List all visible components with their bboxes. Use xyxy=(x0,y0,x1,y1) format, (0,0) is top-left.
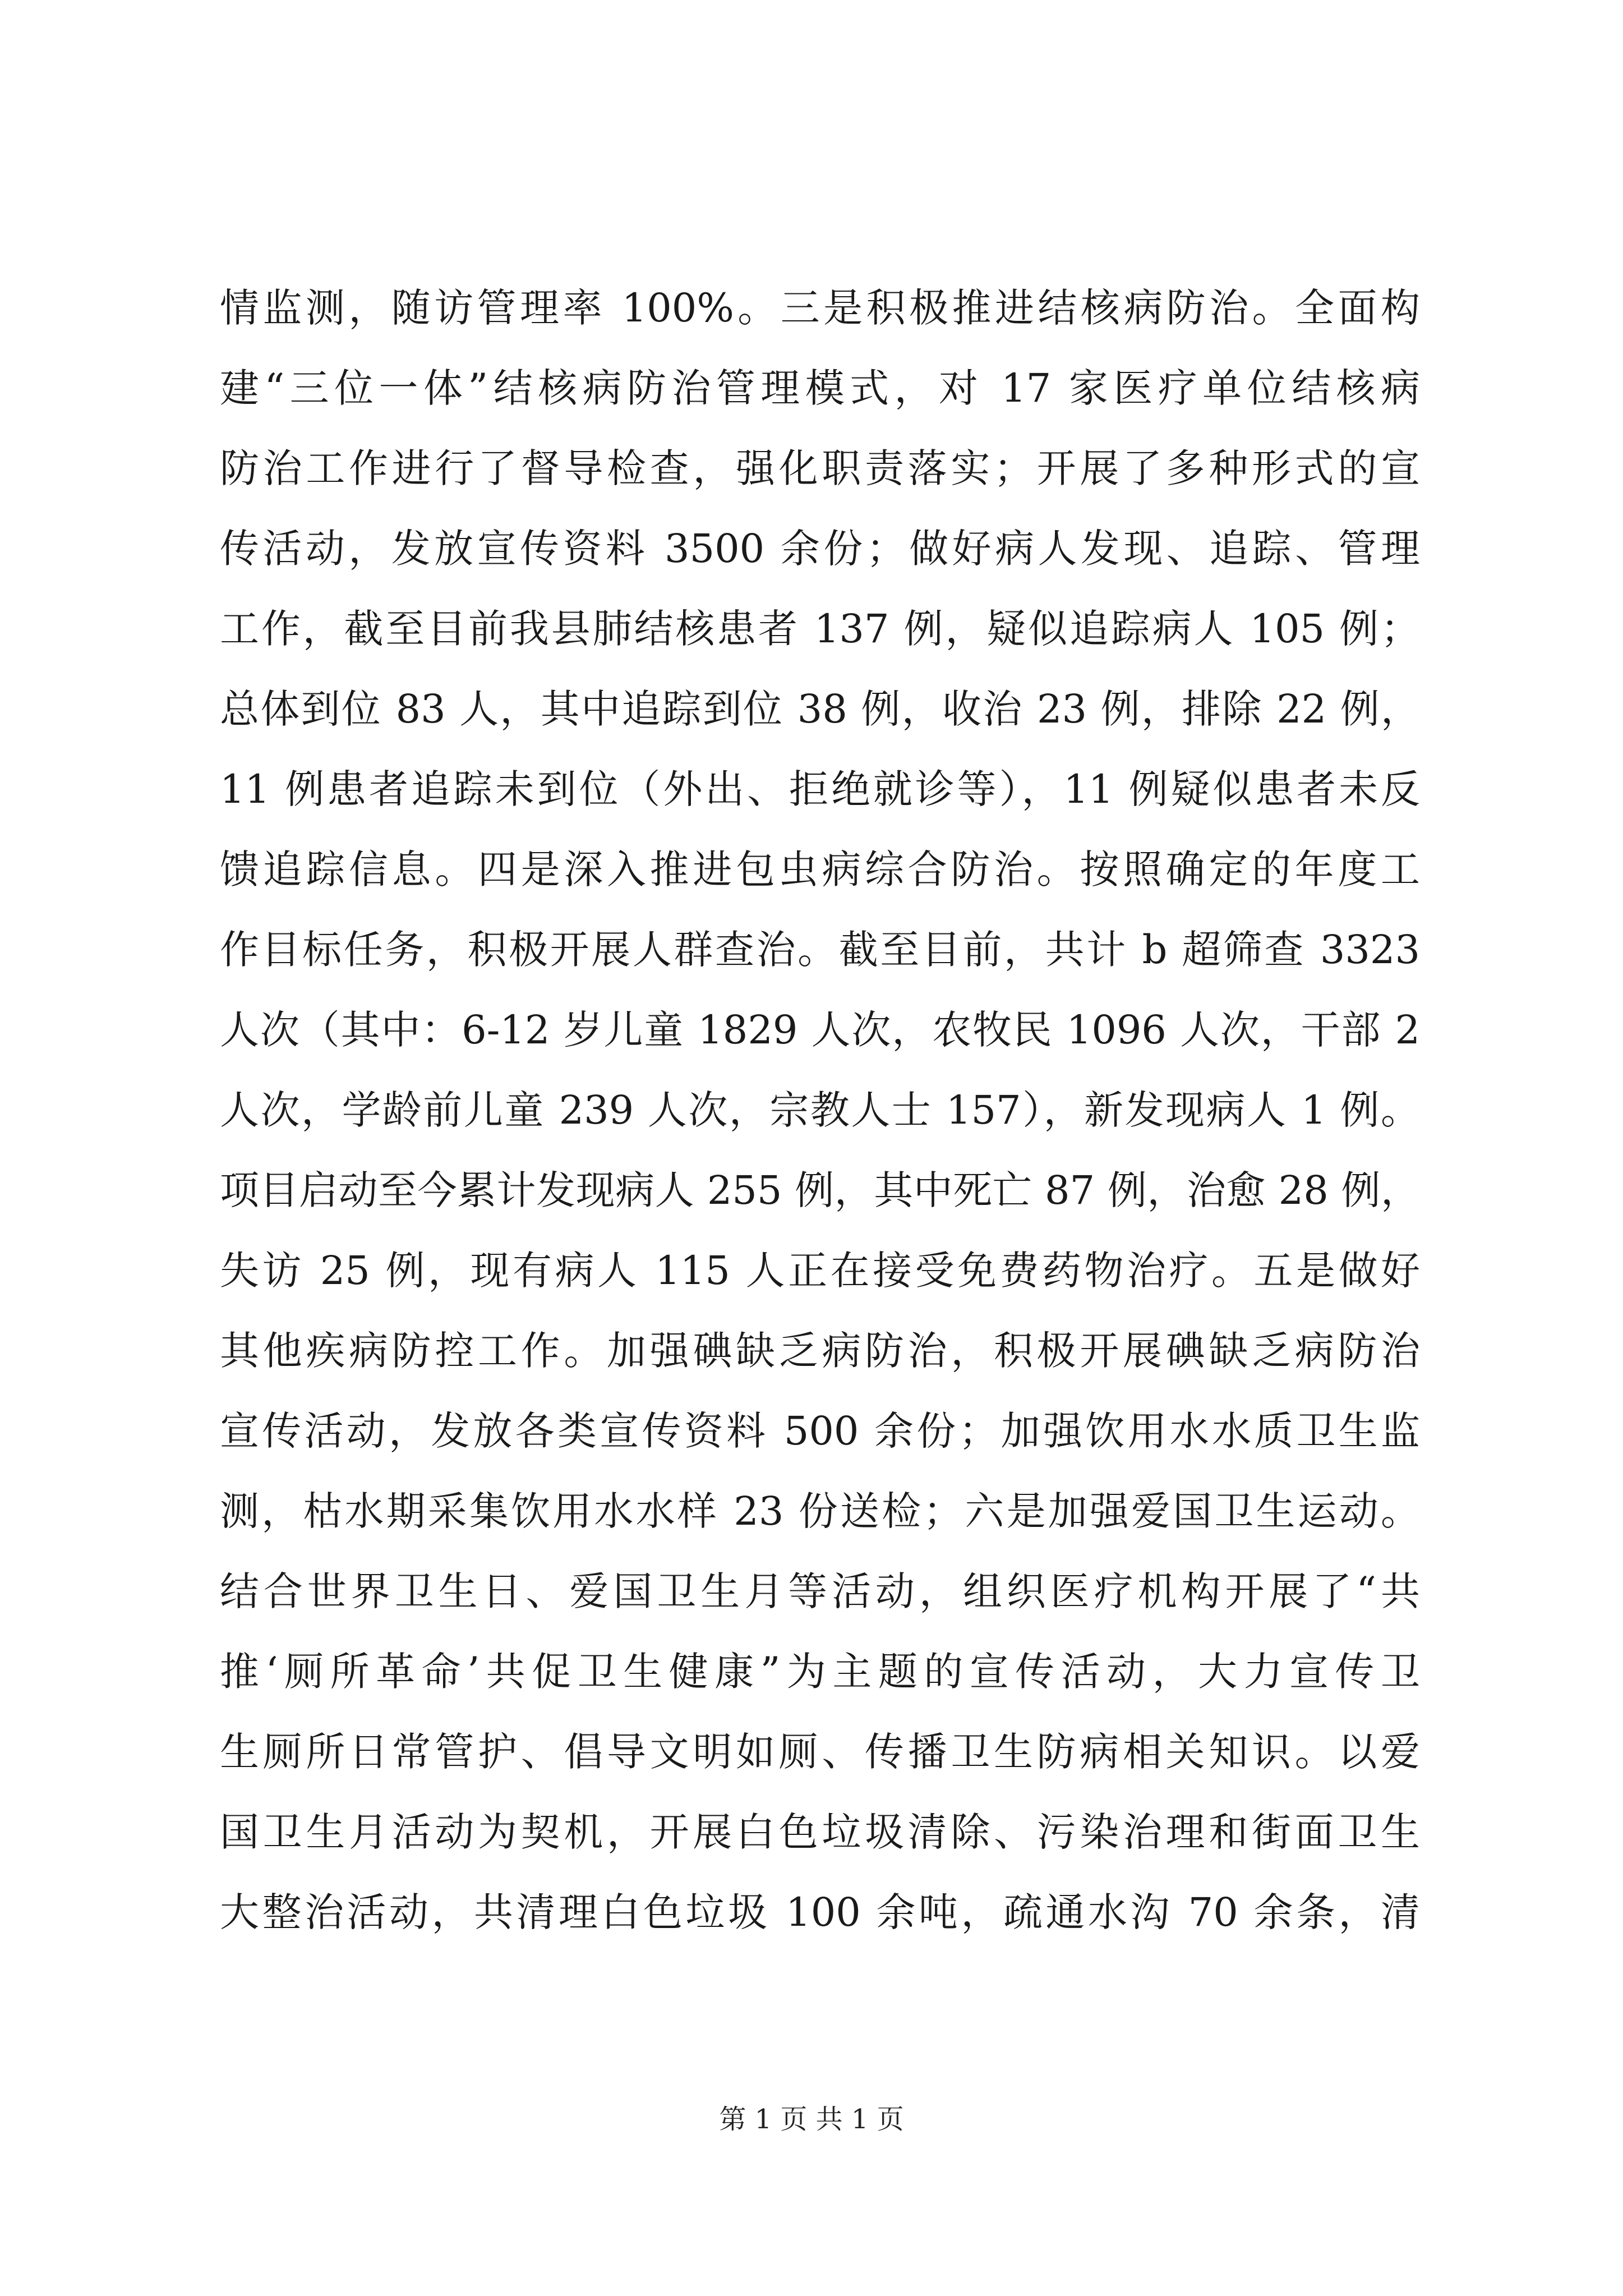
text-line: 大整治活动，共清理白色垃圾 100 余吨，疏通水沟 70 余条，清 xyxy=(220,1889,1420,1935)
text-line: 生厕所日常管护、倡导文明如厕、传播卫生防病相关知识。以爱 xyxy=(220,1729,1420,1775)
text-line: 工作，截至目前我县肺结核患者 137 例，疑似追踪病人 105 例； xyxy=(220,606,1420,652)
text-line: 情监测，随访管理率 100%。三是积极推进结核病防治。全面构 xyxy=(220,285,1420,331)
body-text xyxy=(220,268,1420,1953)
text-line: 其他疾病防控工作。加强碘缺乏病防治，积极开展碘缺乏病防治 xyxy=(220,1328,1420,1374)
text-line: 测，枯水期采集饮用水水样 23 份送检；六是加强爱国卫生运动。 xyxy=(220,1488,1420,1534)
page-number-label: 第 1 页 共 1 页 xyxy=(719,2104,904,2135)
text-line: 推‘厕所革命’共促卫生健康”为主题的宣传活动，大力宣传卫 xyxy=(220,1649,1420,1695)
text-line: 国卫生月活动为契机，开展白色垃圾清除、污染治理和街面卫生 xyxy=(220,1809,1420,1855)
text-line: 人次，学龄前儿童 239 人次，宗教人士 157），新发现病人 1 例。 xyxy=(220,1087,1420,1133)
text-line: 防治工作进行了督导检查，强化职责落实；开展了多种形式的宣 xyxy=(220,445,1420,491)
text-line: 作目标任务，积极开展人群查治。截至目前，共计 b 超筛查 3323 xyxy=(220,927,1420,973)
text-line: 失访 25 例，现有病人 115 人正在接受免费药物治疗。五是做好 xyxy=(220,1248,1420,1294)
text-line: 结合世界卫生日、爱国卫生月等活动，组织医疗机构开展了“共 xyxy=(220,1568,1420,1614)
text-line: 项目启动至今累计发现病人 255 例，其中死亡 87 例，治愈 28 例， xyxy=(220,1167,1420,1213)
text-line: 传活动，发放宣传资料 3500 余份；做好病人发现、追踪、管理 xyxy=(220,526,1420,572)
text-line: 人次（其中：6-12 岁儿童 1829 人次，农牧民 1096 人次，干部 2 xyxy=(220,1007,1420,1053)
text-line: 总体到位 83 人，其中追踪到位 38 例，收治 23 例，排除 22 例， xyxy=(220,686,1420,732)
text-line: 馈追踪信息。四是深入推进包虫病综合防治。按照确定的年度工 xyxy=(220,846,1420,892)
page-footer xyxy=(0,2102,1623,2136)
text-line: 11 例患者追踪未到位（外出、拒绝就诊等），11 例疑似患者未反 xyxy=(220,766,1420,812)
text-line: 建“三位一体”结核病防治管理模式，对 17 家医疗单位结核病 xyxy=(220,365,1420,411)
text-line: 宣传活动，发放各类宣传资料 500 余份；加强饮用水水质卫生监 xyxy=(220,1408,1420,1454)
